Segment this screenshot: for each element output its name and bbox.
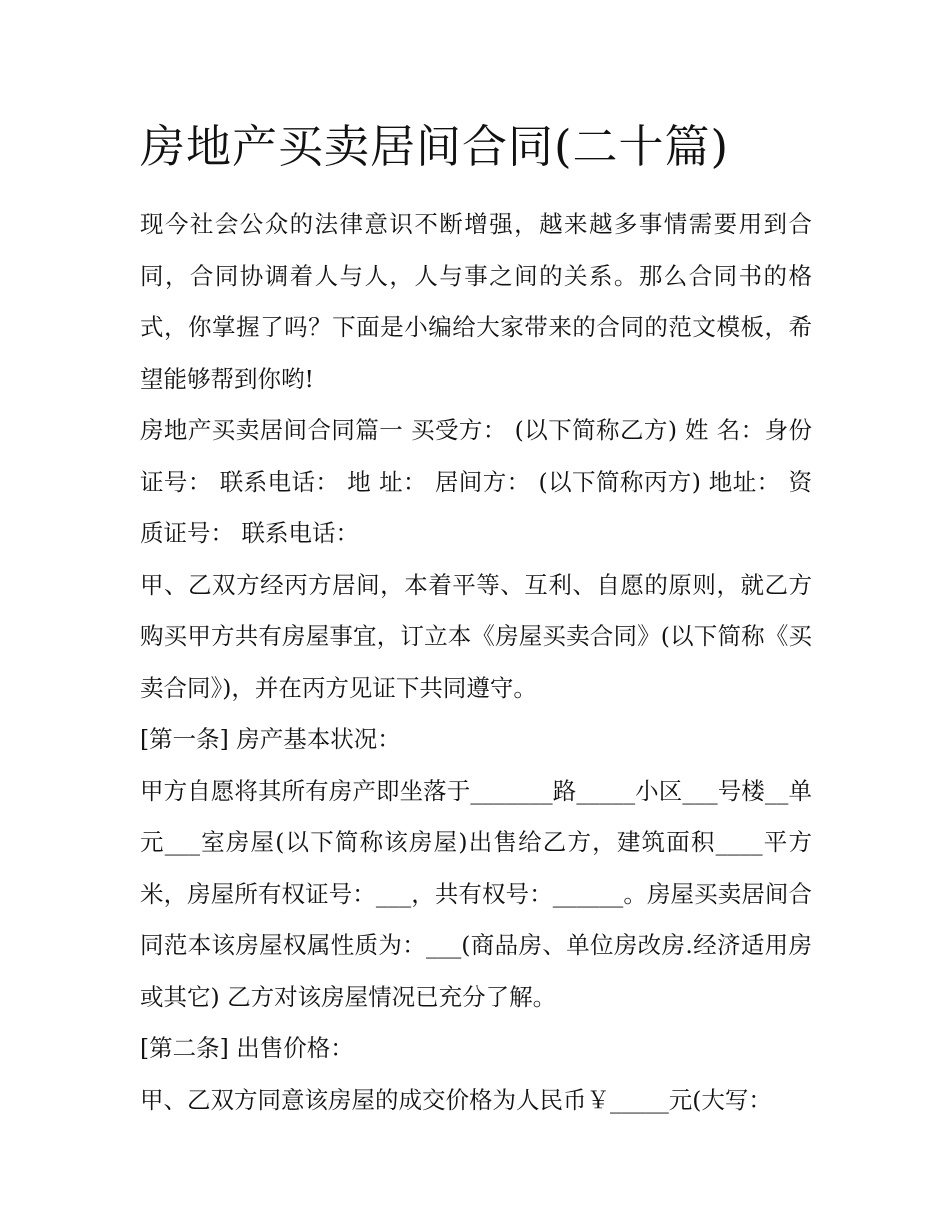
article-two-body: 甲、乙双方同意该房屋的成交价格为人民币￥_____元(大写： xyxy=(140,1085,772,1114)
article-one-body: 甲方自愿将其所有房产即坐落于_______路_____小区___号楼__单元___室房屋(以下简称该房屋)出售给乙方，建筑面积____平方米，房屋所有权证号：___，共有权号：______。房屋买卖居间合同范本该房屋权属性质为：___(商品房、单位房改房.经济适用房或其它) 乙方对该房屋情况已充分了解。 xyxy=(140,776,812,1011)
intro-paragraph: 现今社会公众的法律意识不断增强，越来越多事情需要用到合同，合同协调着人与人，人与事之间的关系。那么合同书的格式，你掌握了吗？下面是小编给大家带来的合同的范文模板，希望能够帮到你哟! xyxy=(140,210,812,393)
article-one-heading: [第一条] 房产基本状况： xyxy=(140,725,401,753)
article-two-heading: [第二条] 出售价格： xyxy=(140,1034,354,1062)
document-title: 房地产买卖居间合同(二十篇) xyxy=(140,120,730,173)
document-body xyxy=(140,199,812,1126)
parties-paragraph: 房地产买卖居间合同篇一 买受方： (以下简称乙方) 姓 名：身份证号： 联系电话： 地 址： 居间方： (以下简称丙方) 地址： 资质证号： 联系电话： xyxy=(140,416,812,547)
agreement-paragraph: 甲、乙双方经丙方居间，本着平等、互利、自愿的原则，就乙方购买甲方共有房屋事宜，订立本《房屋买卖合同》(以下简称《买卖合同》)，并在丙方见证下共同遵守。 xyxy=(140,570,812,702)
